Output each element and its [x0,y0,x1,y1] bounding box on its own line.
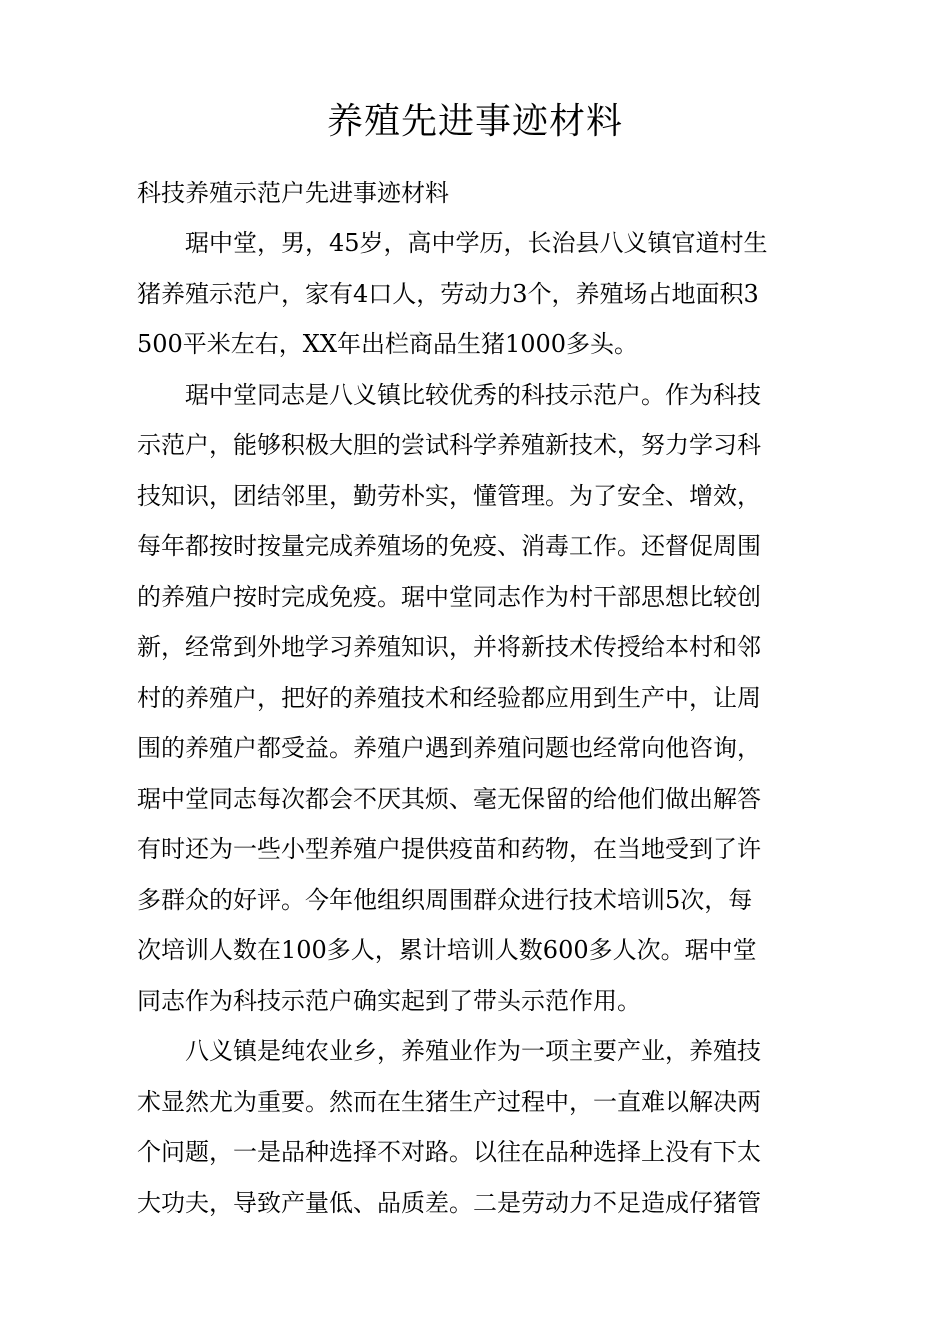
text-line: 次培训人数在100多人，累计培训人数600多人次。琚中堂 [137,936,757,964]
text-line: 技知识，团结邻里，勤劳朴实，懂管理。为了安全、增效， [137,481,761,510]
text-line: 猪养殖示范户，家有4口人，劳动力3个，养殖场占地面积3 [137,279,759,308]
text-line: 多群众的好评。今年他组织周围群众进行技术培训5次，每 [137,885,753,914]
text-line: 琚中堂，男，45岁，高中学历，长治县八义镇官道村生 [185,229,768,257]
paragraph [137,370,827,1027]
text-line: 术显然尤为重要。然而在生猪生产过程中，一直难以解决两 [137,1087,761,1116]
text-line: 的养殖户按时完成免疫。琚中堂同志作为村干部思想比较创 [137,582,761,611]
text-line: 每年都按时按量完成养殖场的免疫、消毒工作。还督促周围 [137,532,761,560]
text-line: 八义镇是纯农业乡，养殖业作为一项主要产业，养殖技 [185,1037,761,1065]
text-line: 琚中堂同志每次都会不厌其烦、毫无保留的给他们做出解答 [137,784,761,813]
paragraph [137,1026,827,1228]
text-line: 围的养殖户都受益。养殖户遇到养殖问题也经常向他咨询， [137,734,761,762]
text-line: 示范户，能够积极大胆的尝试科学养殖新技术，努力学习科 [137,431,761,459]
text-line: 琚中堂同志是八义镇比较优秀的科技示范户。作为科技 [185,380,761,409]
text-line: 村的养殖户，把好的养殖技术和经验都应用到生产中，让周 [137,683,761,712]
document-subtitle: 科技养殖示范户先进事迹材料 [137,179,449,207]
text-line: 大功夫，导致产量低、品质差。二是劳动力不足造成仔猪管 [137,1188,761,1217]
document-body [137,218,827,1228]
text-line: 500平米左右，XX年出栏商品生猪1000多头。 [137,330,639,358]
text-line: 同志作为科技示范户确实起到了带头示范作用。 [137,986,641,1015]
paragraph [137,218,827,370]
document-title: 养殖先进事迹材料 [326,101,623,142]
text-line: 个问题，一是品种选择不对路。以往在品种选择上没有下太 [137,1138,761,1166]
text-line: 有时还为一些小型养殖户提供疫苗和药物，在当地受到了许 [137,835,761,863]
text-line: 新，经常到外地学习养殖知识，并将新技术传授给本村和邻 [137,633,761,661]
